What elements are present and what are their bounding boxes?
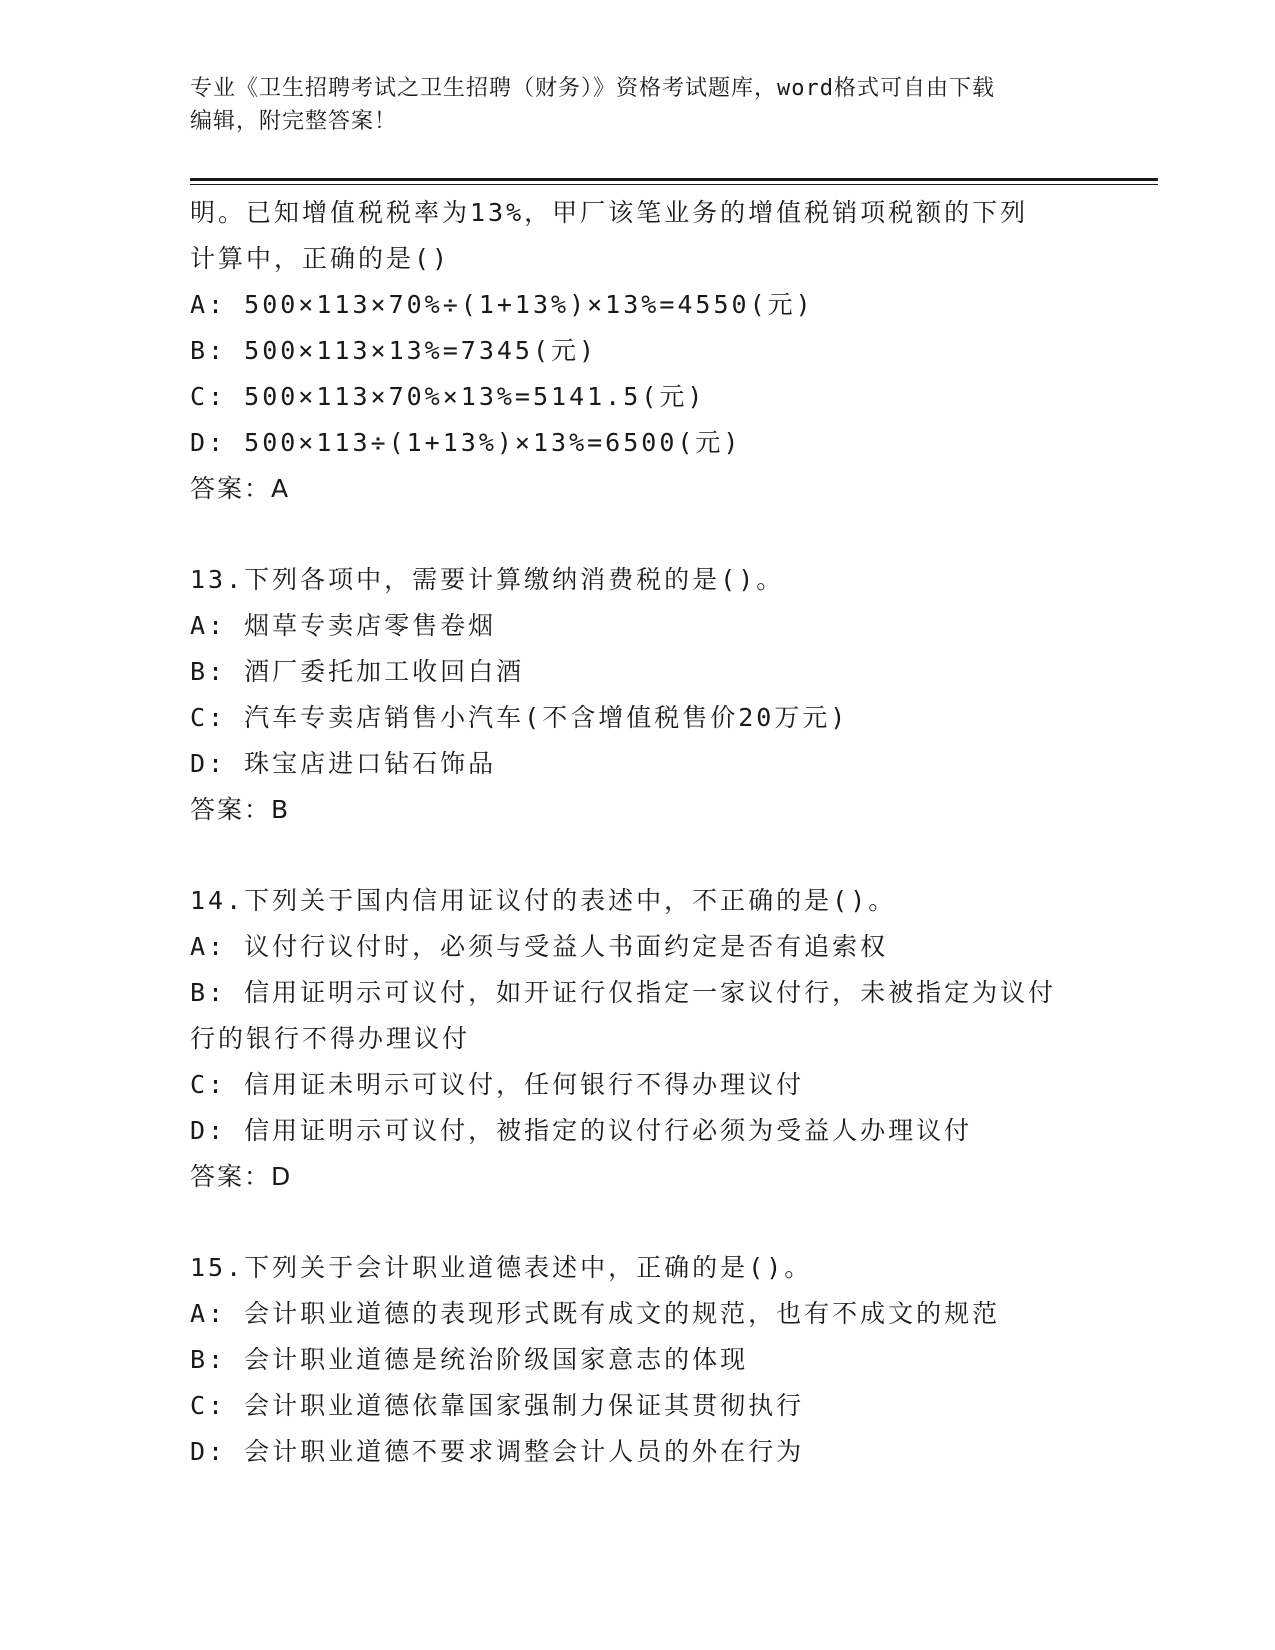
question-stem: 15.下列关于会计职业道德表述中，正确的是()。: [190, 1253, 813, 1282]
option-a: A: 500×113×70%÷(1+13%)×13%=4550(元): [190, 290, 814, 319]
header-line-2: 编辑，附完整答案！: [190, 109, 398, 134]
header-rule-thin: [190, 184, 1158, 185]
option-d: D: 500×113÷(1+13%)×13%=6500(元): [190, 428, 742, 457]
option-d: D: 信用证明示可议付，被指定的议付行必须为受益人办理议付: [190, 1116, 973, 1145]
option-a: A: 烟草专卖店零售卷烟: [190, 611, 497, 640]
option-a: A: 议付行议付时，必须与受益人书面约定是否有追索权: [190, 932, 889, 961]
spacer: [190, 512, 1090, 557]
option-b-continued: 行的银行不得办理议付: [190, 1024, 471, 1053]
option-b: B: 会计职业道德是统治阶级国家意志的体现: [190, 1345, 749, 1374]
option-d: D: 会计职业道德不要求调整会计人员的外在行为: [190, 1437, 805, 1466]
option-c: C: 信用证未明示可议付，任何银行不得办理议付: [190, 1070, 805, 1099]
question-stem: 14.下列关于国内信用证议付的表述中，不正确的是()。: [190, 886, 897, 915]
option-b: B: 酒厂委托加工收回白酒: [190, 657, 525, 686]
question-15: [190, 1245, 1090, 1475]
page-header: [190, 72, 1090, 138]
question-content: [190, 190, 1090, 1475]
answer-line: 答案：A: [190, 474, 291, 503]
spacer: [190, 833, 1090, 878]
question-12-fragment: [190, 190, 1090, 512]
spacer: [190, 1200, 1090, 1245]
option-b: B: 信用证明示可议付，如开证行仅指定一家议付行，未被指定为议付: [190, 978, 1057, 1007]
question-13: [190, 557, 1090, 833]
option-c: C: 会计职业道德依靠国家强制力保证其贯彻执行: [190, 1391, 805, 1420]
header-line-1: 专业《卫生招聘考试之卫生招聘（财务）》资格考试题库，word格式可自由下载: [190, 76, 995, 101]
option-b: B: 500×113×13%=7345(元): [190, 336, 598, 365]
option-c: C: 汽车专卖店销售小汽车(不含增值税售价20万元): [190, 703, 849, 732]
question-stem: 13.下列各项中，需要计算缴纳消费税的是()。: [190, 565, 785, 594]
answer-line: 答案：D: [190, 1162, 293, 1191]
option-c: C: 500×113×70%×13%=5141.5(元): [190, 382, 706, 411]
option-a: A: 会计职业道德的表现形式既有成文的规范，也有不成文的规范: [190, 1299, 1001, 1328]
question-14: [190, 878, 1090, 1200]
option-d: D: 珠宝店进口钻石饰品: [190, 749, 497, 778]
question-stem-line: 明。已知增值税税率为13%，甲厂该笔业务的增值税销项税额的下列: [190, 198, 1029, 227]
answer-line: 答案：B: [190, 795, 291, 824]
header-rule-thick: [190, 178, 1158, 181]
question-stem-line: 计算中，正确的是(): [190, 244, 451, 273]
